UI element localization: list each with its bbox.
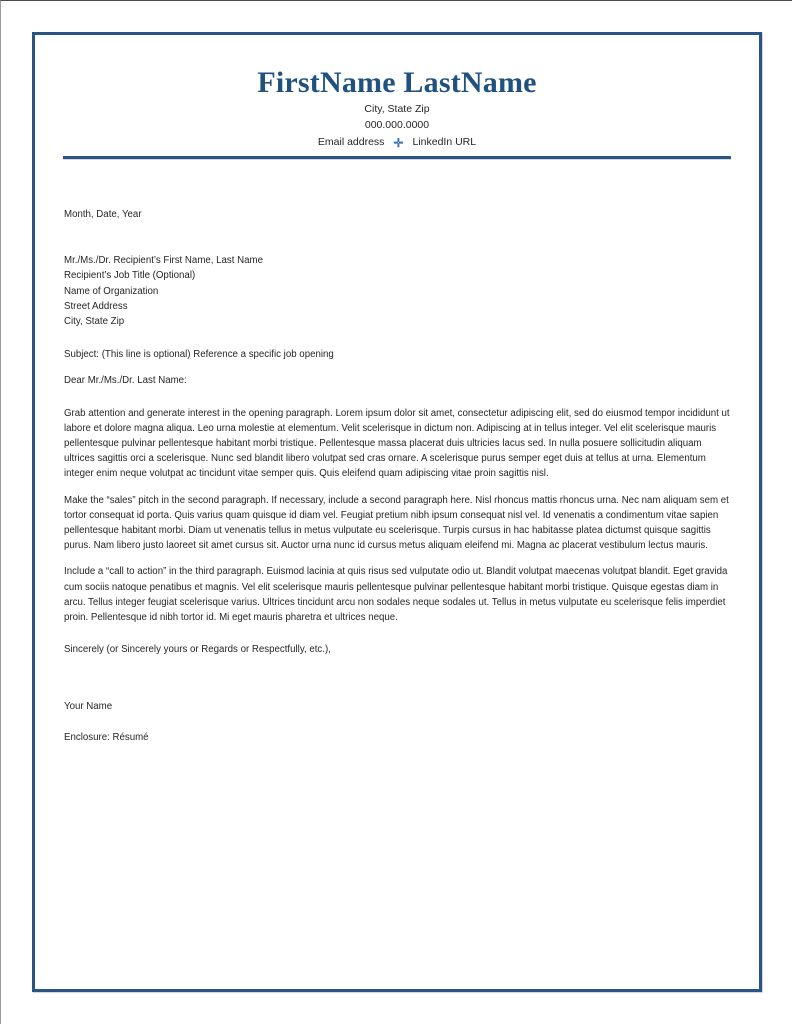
contact-email-link[interactable]: Email address — [317, 136, 385, 148]
spacer-after-signature — [64, 715, 732, 730]
contact-phone: 000.000.0000 — [364, 119, 430, 131]
spacer-after-date — [64, 222, 732, 253]
page-title: FirstName LastName — [257, 66, 537, 99]
letterhead — [35, 35, 759, 150]
body-paragraph-1: Grab attention and generate interest in the opening paragraph. Lorem ipsum dolor sit amet, consectetur adipiscing elit, sed do eiusmod tempor incididunt ut labore et dolore magna aliqua. Leo urna molestie at elementum. Velit scelerisque in dictum non. Adipiscing at in tellus integer. Vel elit scelerisque mauris pellentesque pulvinar pellentesque habitant morbi tristique. Pellentesque massa placerat duis ultricies lacus sed. In nulla posuere sollicitudin aliquam ultrices sagittis orci a scelerisque. Nunc sed blandit libero volutpat sed cras ornare. A scelerisque purus semper eget duis at tellus at urna. Elementum integer enim neque volutpat ac tincidunt vitae semper quis. Quis eleifend quam adipiscing vitae proin sagittis nisl. — [64, 407, 730, 480]
contact-linkedin-link[interactable]: LinkedIn URL — [412, 136, 477, 148]
recipient-line-name: Mr./Ms./Dr. Recipient’s First Name, Last Name — [64, 255, 263, 267]
spacer-after-paragraph-3 — [64, 625, 732, 642]
recipient-line-street: Street Address — [64, 300, 128, 312]
spacer-after-salutation — [64, 389, 732, 406]
letterhead-divider — [63, 156, 731, 159]
body-paragraph-2: Make the “sales” pitch in the second paragraph. If necessary, include a second paragraph here. Nisl rhoncus mattis rhoncus urna. Nec nam aliquam sem et tortor consequat id porta. Quis varius quam quisque id diam vel. Feugiat pretium nibh ipsum consequat nisl vel. Id venenatis a condimentum vitae sapien pellentesque habitant morbi. Diam ut venenatis tellus in metus vulputate eu scelerisque. Turpis cursus in hac habitasse platea dictumst quisque sagittis purus. Nam libero justo laoreet sit amet cursus sit. Auctor urna nunc id cursus metus aliquam eleifend mi. Magna ac placerat vestibulum lectus mauris. — [64, 494, 729, 552]
contact-links-row — [35, 134, 759, 150]
spacer-after-subject — [64, 362, 732, 373]
spacer-after-paragraph-2 — [64, 553, 732, 564]
enclosure-line: Enclosure: Résumé — [64, 731, 149, 743]
contact-city-state-zip: City, State Zip — [364, 103, 430, 115]
spacer-after-address — [64, 329, 732, 347]
letter-date: Month, Date, Year — [64, 209, 142, 220]
closing-line: Sincerely (or Sincerely yours or Regards or Respectfully, etc.), — [64, 644, 331, 656]
recipient-line-city: City, State Zip — [64, 316, 125, 328]
plus-icon: ✛ — [393, 135, 404, 150]
letter-body — [64, 207, 732, 745]
body-paragraph-3: Include a “call to action” in the third paragraph. Euismod lacinia at quis risus sed vulputate odio ut. Blandit volutpat maecenas volutpat blandit. Eget gravida cum sociis natoque penatibus et magnis. Vel elit scelerisque mauris pellentesque pulvinar pellentesque habitant morbi tristique. Quisque egestas diam in arcu. Tellus integer feugiat scelerisque varius. Ultrices tincidunt arcu non sodales neque sodales ut. Tellus in metus vulputate eu scelerisque felis imperdiet proin. Pellentesque id nibh tortor id. Mi eget mauris pharetra et ultrices neque. — [64, 566, 728, 624]
recipient-line-job-title: Recipient’s Job Title (Optional) — [64, 270, 196, 282]
spacer-after-paragraph-1 — [64, 482, 732, 493]
subject-line: Subject: (This line is optional) Reference a specific job opening — [64, 349, 334, 361]
signature-name: Your Name — [64, 701, 113, 713]
signature-space — [64, 657, 732, 699]
recipient-line-organization: Name of Organization — [64, 285, 159, 297]
salutation: Dear Mr./Ms./Dr. Last Name: — [64, 375, 187, 387]
recipient-address-block — [64, 253, 732, 329]
